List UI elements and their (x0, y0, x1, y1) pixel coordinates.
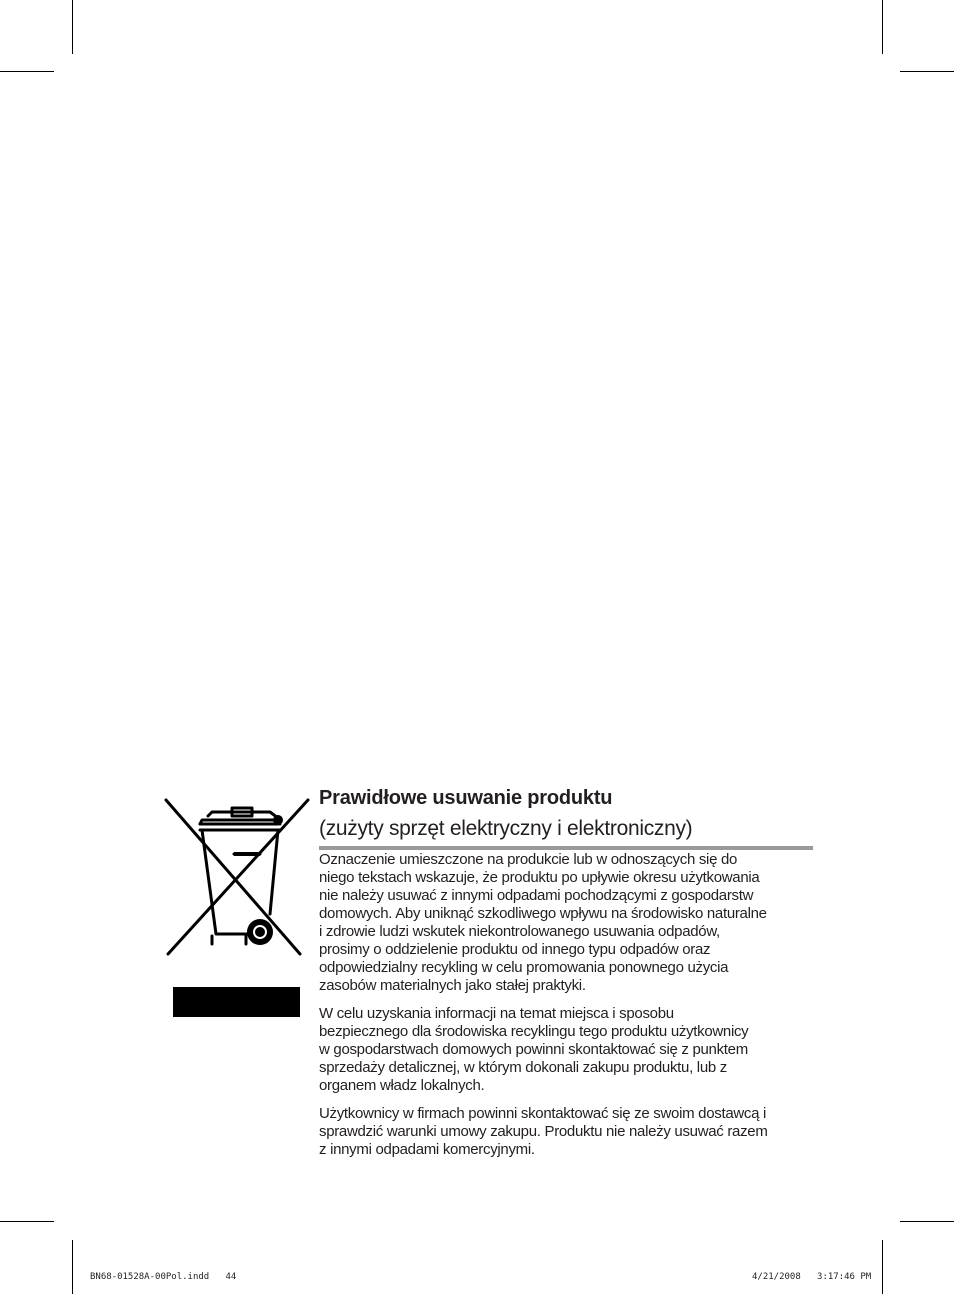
paragraph-1 (319, 851, 819, 995)
text-line: organem władz lokalnych. (319, 1077, 485, 1094)
text-line: zasobów materialnych jako stałej praktyki. (319, 977, 586, 994)
crop-mark-top-right-horizontal (900, 71, 954, 72)
black-bar (173, 987, 300, 1017)
crossed-out-wheelie-bin-icon (160, 796, 310, 958)
text-line: prosimy o oddzielenie produktu od innego typu odpadów oraz (319, 941, 711, 958)
section-subtitle: (zużyty sprzęt elektryczny i elektroniczny) (319, 817, 693, 840)
crop-mark-bottom-left-horizontal (0, 1221, 54, 1222)
text-line: w gospodarstwach domowych powinni skontaktować się z punktem (319, 1041, 748, 1058)
text-line: bezpiecznego dla środowiska recyklingu tego produktu użytkownicy (319, 1023, 749, 1040)
text-line: niego tekstach wskazuje, że produktu po upływie okresu użytkowania (319, 869, 760, 886)
crop-mark-bottom-right-horizontal (900, 1221, 954, 1222)
body-text (319, 851, 819, 1169)
text-line: z innymi odpadami komercyjnymi. (319, 1141, 535, 1158)
footer-file-info: BN68-01528A-00Pol.indd 44 (90, 1272, 237, 1282)
footer-datetime: 4/21/2008 3:17:46 PM (752, 1272, 872, 1282)
text-line: domowych. Aby uniknąć szkodliwego wpływu na środowisko naturalne (319, 905, 767, 922)
text-line: sprzedaży detalicznej, w którym dokonali zakupu produktu, lub z (319, 1059, 727, 1076)
text-line: sprawdzić warunki umowy zakupu. Produktu nie należy usuwać razem (319, 1123, 768, 1140)
text-line: W celu uzyskania informacji na temat miejsca i sposobu (319, 1005, 674, 1022)
crop-mark-top-left-horizontal (0, 71, 54, 72)
section-title: Prawidłowe usuwanie produktu (319, 787, 613, 809)
text-line: Oznaczenie umieszczone na produkcie lub w odnoszących się do (319, 851, 738, 868)
crop-mark-top-left-vertical (72, 0, 73, 54)
crop-mark-bottom-left-vertical (72, 1240, 73, 1294)
paragraph-2 (319, 1005, 819, 1095)
crop-mark-bottom-right-vertical (882, 1240, 883, 1294)
text-line: odpowiedzialny recykling w celu promowania ponownego użycia (319, 959, 729, 976)
paragraph-3 (319, 1105, 819, 1159)
text-line: i zdrowie ludzi wskutek niekontrolowanego usuwania odpadów, (319, 923, 720, 940)
text-line: Użytkownicy w firmach powinni skontaktować się ze swoim dostawcą i (319, 1105, 767, 1122)
crop-mark-top-right-vertical (882, 0, 883, 54)
text-line: nie należy usuwać z innymi odpadami pochodzącymi z gospodarstw (319, 887, 754, 904)
heading-rule (319, 846, 813, 850)
